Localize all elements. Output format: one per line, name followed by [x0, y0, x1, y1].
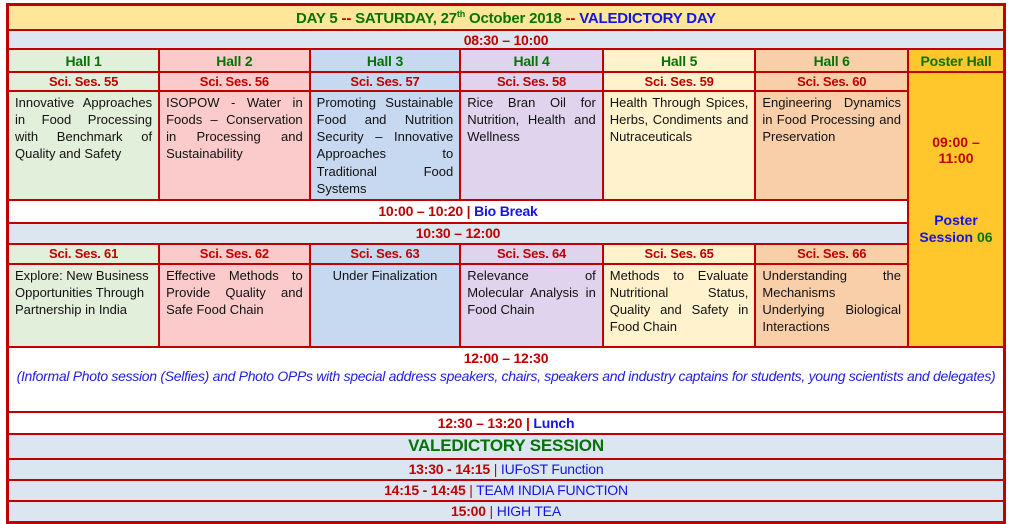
poster-session-word: Session — [919, 229, 974, 246]
poster-session-time: 09:00 – 11:00 — [932, 133, 980, 166]
event-iufost-separator: | — [493, 461, 498, 478]
event-team-india-label: TEAM INDIA FUNCTION — [476, 482, 628, 499]
day-label: DAY 5 — [296, 9, 338, 27]
photo-slot-time: 12:00 – 12:30 — [463, 349, 549, 366]
session-code-61: Sci. Ses. 61 — [8, 244, 160, 264]
session-title-63: Under Finalization — [310, 264, 461, 347]
lunch-separator: | — [525, 414, 530, 431]
hall-header-5: Hall 5 — [603, 49, 756, 72]
session-code-59: Sci. Ses. 59 — [603, 72, 756, 91]
event-team-india-time: 14:15 - 14:45 — [384, 482, 466, 499]
date-rest: October 2018 — [465, 9, 562, 27]
hall-header-3: Hall 3 — [310, 49, 461, 72]
session-title-56: ISOPOW - Water in Foods – Conservation in Processing and Sustainability — [159, 91, 310, 200]
session-title-62: Effective Methods to Provide Quality and Safe Food Chain — [159, 264, 310, 347]
poster-word: Poster — [934, 211, 978, 228]
session-code-58: Sci. Ses. 58 — [460, 72, 603, 91]
valedictory-session-row: VALEDICTORY SESSION — [8, 434, 1005, 459]
conference-day5-schedule — [6, 3, 1006, 524]
event-high-tea-time: 15:00 — [451, 503, 486, 520]
date-ordinal: th — [456, 8, 466, 19]
session-title-64: Relevance of Molecular Analysis in Food Chain — [460, 264, 603, 347]
timeslot-1030-1200: 10:30 – 12:00 — [8, 223, 908, 244]
session-title-60: Engineering Dynamics in Food Processing and Preservation — [755, 91, 908, 200]
session-code-65: Sci. Ses. 65 — [603, 244, 756, 264]
photo-slot-note: (Informal Photo session (Selfies) and Photo OPPs with special address speakers, chairs, speakers and industry captains for students, young scientists and delegates) — [16, 367, 996, 384]
event-team-india-row — [8, 480, 1005, 501]
session-code-57: Sci. Ses. 57 — [310, 72, 461, 91]
session-title-61: Explore: New Business Opportunities Through Partnership in India — [8, 264, 160, 347]
session-title-57: Promoting Sustainable Food and Nutrition Security – Innovative Approaches to Traditional Food Systems — [310, 91, 461, 200]
date-label: SATURDAY, 27 — [355, 9, 457, 27]
hall-header-1: Hall 1 — [8, 49, 160, 72]
bio-break-time: 10:00 – 10:20 — [378, 203, 463, 220]
event-high-tea-row — [8, 501, 1005, 523]
session-title-59: Health Through Spices, Herbs, Condiments and Nutraceuticals — [603, 91, 756, 200]
session-code-62: Sci. Ses. 62 — [159, 244, 310, 264]
bio-break-row — [8, 200, 908, 223]
event-high-tea-label: HIGH TEA — [496, 503, 561, 520]
session-title-58: Rice Bran Oil for Nutrition, Health and Wellness — [460, 91, 603, 200]
title-separator-2: -- — [561, 9, 580, 27]
hall-header-6: Hall 6 — [755, 49, 908, 72]
hall-header-2: Hall 2 — [159, 49, 310, 72]
session-code-64: Sci. Ses. 64 — [460, 244, 603, 264]
session-code-55: Sci. Ses. 55 — [8, 72, 160, 91]
bio-break-separator: | — [466, 203, 471, 220]
timeslot-0830-1000: 08:30 – 10:00 — [8, 30, 1005, 49]
hall-header-poster: Poster Hall — [908, 49, 1005, 72]
valedictory-day-label: VALEDICTORY DAY — [579, 9, 716, 27]
event-team-india-separator: | — [469, 482, 473, 499]
photo-slot-row — [8, 347, 1005, 412]
session-code-60: Sci. Ses. 60 — [755, 72, 908, 91]
poster-session-label — [913, 212, 999, 247]
title-separator-1: -- — [337, 9, 356, 27]
lunch-row — [8, 412, 1005, 434]
lunch-time: 12:30 – 13:20 — [437, 414, 523, 431]
event-iufost-time: 13:30 - 14:15 — [408, 461, 491, 478]
session-code-66: Sci. Ses. 66 — [755, 244, 908, 264]
event-high-tea-separator: | — [489, 503, 493, 520]
poster-session-cell — [908, 72, 1005, 347]
lunch-label: Lunch — [533, 414, 575, 431]
event-iufost-row — [8, 459, 1005, 480]
session-title-55: Innovative Approaches in Food Processing with Benchmark of Quality and Safety — [8, 91, 160, 200]
day-title — [8, 5, 1005, 31]
session-code-56: Sci. Ses. 56 — [159, 72, 310, 91]
session-title-65: Methods to Evaluate Nutritional Status, Quality and Safety in Food Chain — [603, 264, 756, 347]
event-iufost-label: IUFoST Function — [500, 461, 604, 478]
hall-header-4: Hall 4 — [460, 49, 603, 72]
session-code-63: Sci. Ses. 63 — [310, 244, 461, 264]
bio-break-label: Bio Break — [474, 203, 538, 220]
session-title-66: Understanding the Mechanisms Underlying Biological Interactions — [755, 264, 908, 347]
poster-session-number: 06 — [977, 229, 993, 246]
